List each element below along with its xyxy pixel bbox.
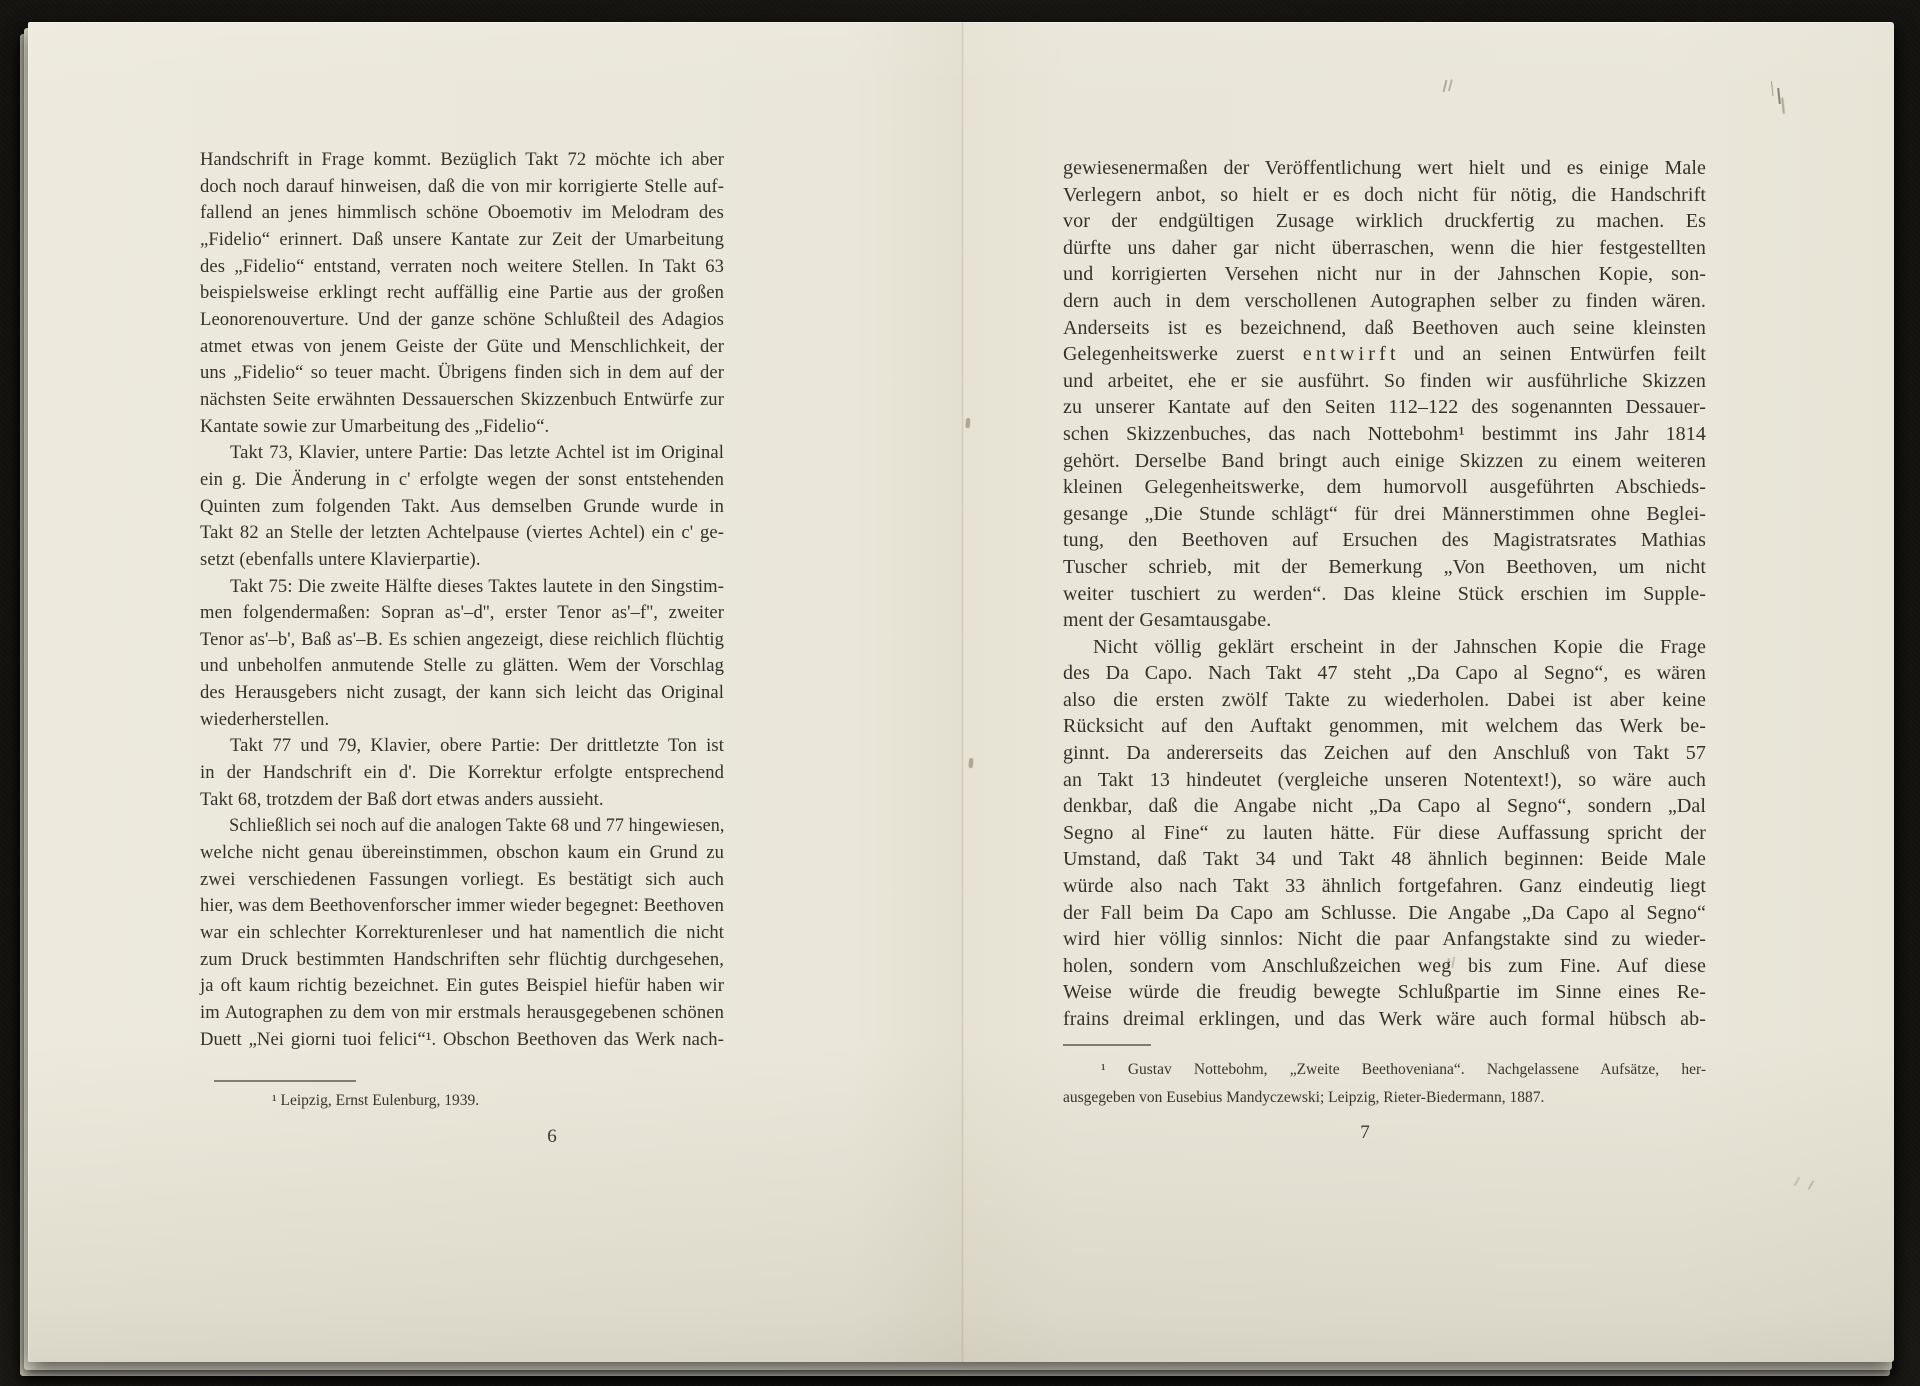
text-line: in der Handschrift ein d'. Die Korrektur erfolgte entsprechend — [200, 762, 724, 784]
left-page-text-block — [200, 147, 724, 1053]
text-line: Segno al Fine“ zu lauten hätte. Für diese Auffassung spricht der — [1063, 821, 1706, 844]
text-line: ausgegeben von Eusebius Mandyczewski; Leipzig, Rieter-Biedermann, 1887. — [1063, 1088, 1545, 1106]
text-line: Quinten zum folgenden Takt. Aus demselben Grunde wurde in — [200, 495, 724, 517]
text-line: ment der Gesamtausgabe. — [1063, 609, 1272, 632]
text-line: hier, was dem Beethovenforscher immer wieder begegnet: Beethoven — [200, 895, 725, 917]
text-line: der Fall beim Da Capo am Schlusse. Die Angabe „Da Capo al Segno“ — [1063, 901, 1706, 924]
text-line: wiederherstellen. — [200, 708, 330, 730]
text-line: Umstand, daß Takt 34 und Takt 48 ähnlich beginnen: Beide Male — [1063, 848, 1706, 871]
text-line: ¹ Leipzig, Ernst Eulenburg, 1939. — [272, 1092, 480, 1109]
text-line: gesange „Die Stunde schlägt“ für drei Männerstimmen ohne Beglei- — [1063, 502, 1706, 525]
text-line: des Da Capo. Nach Takt 47 steht „Da Capo al Segno“, es wären — [1063, 662, 1706, 685]
text-line: des Herausgebers nicht zusagt, der kann sich leicht das Original — [200, 682, 724, 704]
text-line: atmet etwas von jenem Geiste der Güte und Menschlichkeit, der — [200, 335, 724, 357]
paper-smudge — [1808, 1180, 1815, 1190]
text-line: wird hier völlig sinnlos: Nicht die paar Anfangstakte sind zu wieder- — [1063, 928, 1706, 951]
text-line: im Autographen zu dem von mir erstmals herausgegebenen schönen — [200, 1002, 724, 1023]
spine-fold-crease — [961, 22, 964, 1362]
text-line: setzt (ebenfalls untere Klavierpartie). — [200, 548, 481, 570]
paper-smudge — [1777, 88, 1781, 104]
text-line: dürfte uns daher gar nicht überraschen, wenn die hier festgestellten — [1063, 236, 1706, 259]
text-line: weiter tuschiert zu werden“. Das kleine Stück erschien im Supple- — [1063, 582, 1706, 605]
text-line: holen, sondern vom Anschlußzeichen weg bis zum Fine. Auf diese — [1063, 954, 1706, 977]
binding-stitch — [966, 418, 971, 427]
text-line: Takt 75: Die zweite Hälfte dieses Taktes lautete in den Singstim- — [230, 575, 724, 597]
text-line: würde also nach Takt 33 ähnlich fortgefahren. Ganz eindeutig liegt — [1063, 875, 1706, 898]
text-line: tung, den Beethoven auf Ersuchen des Magistratsrates Mathias — [1063, 529, 1706, 552]
right-footnote-rule — [1063, 1044, 1151, 1046]
text-line: „Fidelio“ erinnert. Daß unsere Kantate zur Zeit der Umarbeitung — [200, 228, 724, 250]
text-line: also die ersten zwölf Takte zu wiederholen. Dabei ist aber keine — [1063, 688, 1706, 711]
text-line: an Takt 13 hindeutet (vergleiche unseren Notentext!), so wäre auch — [1063, 768, 1706, 791]
paper-smudge — [1443, 80, 1448, 92]
text-line: Gelegenheitswerke zuerst e n t w i r f t und an seinen Entwürfen feilt — [1063, 343, 1706, 366]
text-line: Weise würde die freudig bewegte Schlußpartie im Sinne eines Re- — [1063, 981, 1706, 1004]
text-line: und korrigierten Versehen nicht nur in der Jahnschen Kopie, son- — [1063, 263, 1706, 286]
text-line: und unbeholfen anmutende Stelle zu glätten. Wem der Vorschlag — [200, 655, 724, 677]
text-line: Verlegern anbot, so hielt er es doch nicht für nötig, die Handschrift — [1063, 183, 1706, 206]
left-footnote-rule — [214, 1080, 356, 1082]
text-line: denkbar, daß die Angabe nicht „Da Capo al Segno“, sondern „Dal — [1063, 795, 1706, 818]
text-line: uns „Fidelio“ so teuer macht. Übrigens finden sich in dem auf der — [200, 362, 724, 384]
text-line: war ein schlechter Korrekturenleser und hat namentlich die nicht — [200, 922, 724, 944]
text-line: und arbeitet, ehe er sie ausführt. So finden wir ausführliche Skizzen — [1063, 369, 1706, 392]
right-page-number: 7 — [1360, 1122, 1370, 1143]
text-line: Schließlich sei noch auf die analogen Takte 68 und 77 hingewiesen, — [229, 815, 725, 837]
text-line: Takt 68, trotzdem der Baß dort etwas anders aussieht. — [200, 788, 604, 810]
text-line: beispielsweise erklingt recht auffällig eine Partie aus der großen — [200, 282, 724, 304]
open-book-spread — [28, 22, 1894, 1362]
text-line: vor der endgültigen Zusage wirklich druckfertig zu machen. Es — [1063, 210, 1706, 233]
text-line: dern auch in dem verschollenen Autographen selber zu finden wären. — [1063, 289, 1706, 312]
text-line: ginnt. Da andererseits das Zeichen auf den Anschluß von Takt 57 — [1063, 742, 1706, 765]
text-line: Kantate sowie zur Umarbeitung des „Fidelio“. — [200, 415, 550, 437]
right-page-text-block — [1063, 155, 1706, 1033]
left-page-footnote — [200, 1088, 724, 1114]
text-line: Takt 82 an Stelle der letzten Achtelpause (viertes Achtel) ein c' ge- — [200, 522, 724, 544]
text-line: Anderseits ist es bezeichnend, daß Beethoven auch seine kleinsten — [1063, 316, 1706, 339]
text-line: zwei verschiedenen Fassungen vorliegt. Es bestätigt sich auch — [200, 868, 724, 890]
text-line: Handschrift in Frage kommt. Bezüglich Takt 72 möchte ich aber — [200, 149, 724, 170]
text-line: Takt 73, Klavier, untere Partie: Das letzte Achtel ist im Original — [230, 442, 724, 464]
text-line: Takt 77 und 79, Klavier, obere Partie: Der drittletzte Ton ist — [230, 735, 724, 757]
text-line: Leonorenouverture. Und der ganze schöne Schlußteil des Adagios — [200, 308, 724, 330]
text-line: doch noch darauf hinweisen, daß die von mir korrigierte Stelle auf- — [200, 175, 724, 197]
text-line: men folgendermaßen: Sopran as'–d'', erster Tenor as'–f'', zweiter — [200, 602, 724, 624]
text-line: Duett „Nei giorni tuoi felici“¹. Obschon Beethoven das Werk nach- — [200, 1028, 724, 1050]
text-line: zu unserer Kantate auf den Seiten 112–122 des sogenannten Dessauer- — [1063, 396, 1706, 419]
text-line: ein g. Die Änderung in c' erfolgte wegen der sonst entstehenden — [200, 468, 724, 490]
text-line: nächsten Seite erwähnten Dessauerschen Skizzenbuch Entwürfe zur — [200, 388, 724, 410]
text-line: welche nicht genau übereinstimmen, obschon kaum ein Grund zu — [200, 842, 724, 864]
text-line: Tuscher schrieb, mit der Bemerkung „Von Beethoven, um nicht — [1063, 555, 1706, 578]
binding-stitch — [969, 758, 974, 767]
text-line: fallend an jenes himmlisch schöne Oboemotiv im Melodram des — [200, 202, 724, 224]
text-line: Rücksicht auf den Auftakt genommen, mit welchem das Werk be- — [1063, 715, 1706, 738]
text-line: gewiesenermaßen der Veröffentlichung wert hielt und es einige Male — [1063, 157, 1706, 179]
text-line: ¹ Gustav Nottebohm, „Zweite Beethoveniana“. Nachgelassene Aufsätze, her- — [1101, 1061, 1706, 1078]
right-page-footnote — [1063, 1056, 1706, 1111]
text-line: des „Fidelio“ entstand, verraten noch weitere Stellen. In Takt 63 — [200, 255, 724, 277]
text-line: frains dreimal erklingen, und das Werk wäre auch formal hübsch ab- — [1063, 1008, 1706, 1030]
text-line: kleinen Gelegenheitswerke, dem humorvoll ausgeführten Abschieds- — [1063, 476, 1706, 499]
text-line: schen Skizzenbuches, das nach Nottebohm¹ bestimmt ins Jahr 1814 — [1063, 422, 1706, 445]
text-line: ja oft kaum richtig bezeichnet. Ein gutes Beispiel hiefür haben wir — [200, 975, 724, 997]
text-line: gehört. Derselbe Band bringt auch einige Skizzen zu einem weiteren — [1063, 449, 1706, 472]
text-line: Tenor as'–b', Baß as'–B. Es schien angezeigt, diese reichlich flüchtig — [200, 628, 724, 650]
text-line: zum Druck bestimmten Handschriften sehr flüchtig durchgesehen, — [200, 948, 724, 970]
text-line: Nicht völlig geklärt erscheint in der Jahnschen Kopie die Frage — [1093, 635, 1706, 658]
left-page-number: 6 — [547, 1126, 557, 1147]
